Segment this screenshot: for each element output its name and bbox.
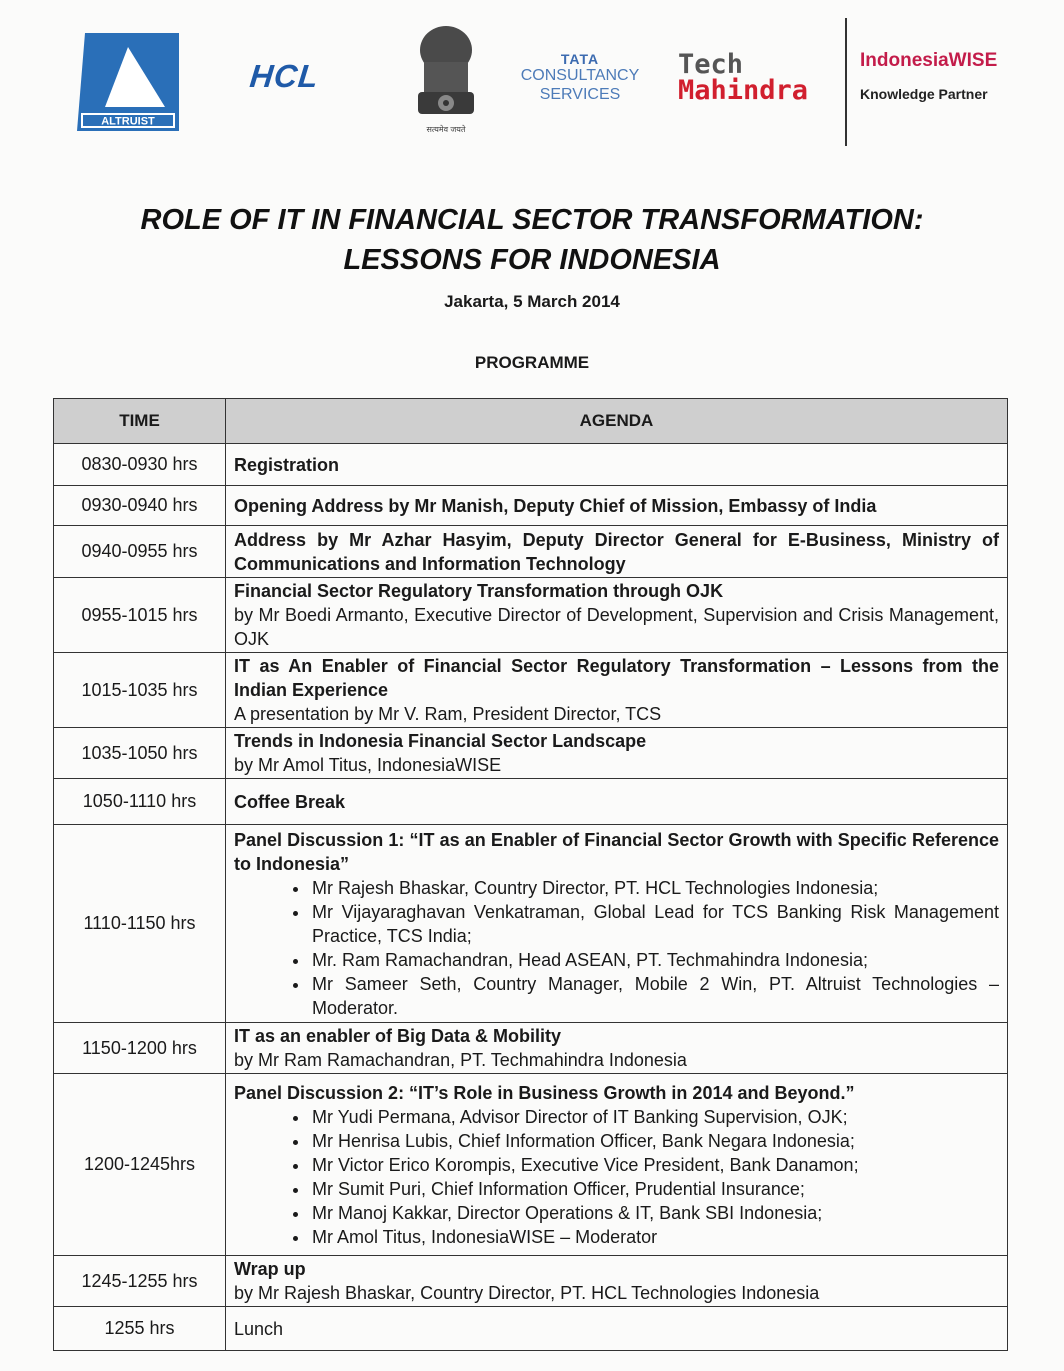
- agenda-time: 1110-1150 hrs: [54, 825, 226, 1023]
- agenda-item-title: Opening Address by Mr Manish, Deputy Chief of Mission, Embassy of India: [234, 495, 877, 516]
- agenda-item-speaker: by Mr Boedi Armanto, Executive Director of Development, Supervision and Crisis Management, OJK: [234, 605, 999, 649]
- agenda-time: 1050-1110 hrs: [54, 779, 226, 825]
- agenda-description: [226, 1074, 1008, 1256]
- agenda-time: 1035-1050 hrs: [54, 728, 226, 779]
- agenda-column-header: AGENDA: [226, 399, 1008, 444]
- agenda-description: [226, 1307, 1008, 1351]
- emblem-motto: सत्यमेव जयते: [426, 125, 466, 134]
- agenda-description: [226, 444, 1008, 486]
- agenda-item-speaker: A presentation by Mr V. Ram, President Director, TCS: [234, 704, 662, 724]
- hcl-logo: HCL: [248, 58, 321, 94]
- agenda-description: [226, 578, 1008, 653]
- agenda-description: [226, 779, 1008, 825]
- agenda-row: [54, 825, 1008, 1023]
- lion-capital-icon: [408, 22, 484, 122]
- tcs-logo-tata: TATA: [560, 51, 600, 67]
- agenda-time: 0830-0930 hrs: [54, 444, 226, 486]
- agenda-item-title: Address by Mr Azhar Hasyim, Deputy Director General for E-Business, Ministry of Communications and Information Technology: [234, 529, 999, 574]
- agenda-description: [226, 728, 1008, 779]
- tech-mahindra-logo-mahindra: Mahindra: [678, 75, 809, 106]
- agenda-row: [54, 1256, 1008, 1307]
- agenda-time: 0940-0955 hrs: [54, 526, 226, 578]
- panelist-item: • Mr Henrisa Lubis, Chief Information Officer, Bank Negara Indonesia;: [310, 1129, 999, 1153]
- agenda-time: 1150-1200 hrs: [54, 1023, 226, 1074]
- agenda-time: 1200-1245hrs: [54, 1074, 226, 1256]
- agenda-row: [54, 728, 1008, 779]
- panelist-item: • Mr Rajesh Bhaskar, Country Director, PT. HCL Technologies Indonesia;: [310, 876, 999, 900]
- panelist-list: [234, 1105, 999, 1249]
- agenda-description: [226, 825, 1008, 1023]
- agenda-row: [54, 444, 1008, 486]
- panelist-item: • Mr Vijayaraghavan Venkatraman, Global Lead for TCS Banking Risk Management Practice, TCS India;: [310, 900, 999, 948]
- agenda-description: [226, 1023, 1008, 1074]
- agenda-description: [226, 1256, 1008, 1307]
- agenda-row: [54, 653, 1008, 728]
- panelist-item: • Mr Sameer Seth, Country Manager, Mobile 2 Win, PT. Altruist Technologies – Moderator.: [310, 972, 999, 1020]
- agenda-item-speaker: by Mr Amol Titus, IndonesiaWISE: [234, 755, 502, 775]
- panelist-item: • Mr. Ram Ramachandran, Head ASEAN, PT. Techmahindra Indonesia;: [310, 948, 999, 972]
- agenda-time: 0955-1015 hrs: [54, 578, 226, 653]
- panelist-item: • Mr Sumit Puri, Chief Information Officer, Prudential Insurance;: [310, 1177, 999, 1201]
- agenda-time: 0930-0940 hrs: [54, 486, 226, 526]
- agenda-item-title: Coffee Break: [234, 791, 346, 812]
- agenda-item-speaker: by Mr Ram Ramachandran, PT. Techmahindra Indonesia: [234, 1050, 687, 1070]
- agenda-row: [54, 1023, 1008, 1074]
- tech-mahindra-logo: [678, 49, 809, 106]
- title-line-2: LESSONS FOR INDONESIA: [343, 244, 721, 276]
- agenda-item-title: IT as an enabler of Big Data & Mobility: [234, 1026, 562, 1046]
- agenda-item-speaker: by Mr Rajesh Bhaskar, Country Director, PT. HCL Technologies Indonesia: [234, 1283, 820, 1303]
- national-emblem-logo: [408, 22, 484, 138]
- title-line-1: ROLE OF IT IN FINANCIAL SECTOR TRANSFORMATION:: [140, 204, 924, 236]
- panelist-item: • Mr Amol Titus, IndonesiaWISE – Moderator: [310, 1225, 999, 1249]
- altruist-logo: [77, 33, 179, 131]
- indonesiawise-logo: [860, 50, 997, 102]
- agenda-time: 1255 hrs: [54, 1307, 226, 1351]
- agenda-table: [53, 398, 1008, 1351]
- time-column-header: TIME: [54, 399, 226, 444]
- agenda-description: [226, 526, 1008, 578]
- agenda-description: [226, 486, 1008, 526]
- agenda-row: [54, 526, 1008, 578]
- agenda-description: [226, 653, 1008, 728]
- knowledge-partner-label: Knowledge Partner: [860, 86, 988, 102]
- indonesiawise-name: IndonesiaWISE: [860, 50, 998, 71]
- tcs-logo-services: SERVICES: [539, 86, 621, 103]
- agenda-row: [54, 779, 1008, 825]
- tech-mahindra-logo-tech: Tech: [678, 49, 744, 80]
- agenda-time: 1245-1255 hrs: [54, 1256, 226, 1307]
- agenda-item-title: Registration: [234, 454, 340, 475]
- tcs-logo-consultancy: CONSULTANCY: [520, 67, 640, 84]
- agenda-header-row: [54, 399, 1008, 444]
- panelist-item: • Mr Victor Erico Korompis, Executive Vice President, Bank Danamon;: [310, 1153, 999, 1177]
- agenda-row: [54, 1307, 1008, 1351]
- agenda-item-title: Trends in Indonesia Financial Sector Landscape: [234, 731, 647, 751]
- altruist-logo-text: ALTRUIST: [101, 115, 155, 128]
- document-title: [0, 200, 1064, 280]
- sponsor-logos: [0, 0, 1064, 160]
- tcs-logo: [515, 52, 645, 104]
- logo-divider: [845, 18, 847, 146]
- agenda-item-title: Panel Discussion 1: “IT as an Enabler of Financial Sector Growth with Specific Reference to Indonesia”: [234, 829, 999, 874]
- agenda-item-title: Financial Sector Regulatory Transformation through OJK: [234, 581, 724, 601]
- panelist-item: • Mr Manoj Kakkar, Director Operations & IT, Bank SBI Indonesia;: [310, 1201, 999, 1225]
- agenda-time: 1015-1035 hrs: [54, 653, 226, 728]
- place-date: Jakarta, 5 March 2014: [444, 292, 620, 311]
- agenda-item-text: Lunch: [234, 1318, 284, 1339]
- agenda-item-title: IT as An Enabler of Financial Sector Regulatory Transformation – Lessons from the Indian Experience: [234, 656, 999, 700]
- panelist-list: [234, 876, 999, 1020]
- agenda-item-title: Wrap up: [234, 1259, 306, 1279]
- panelist-item: • Mr Yudi Permana, Advisor Director of IT Banking Supervision, OJK;: [310, 1105, 999, 1129]
- agenda-row: [54, 1074, 1008, 1256]
- agenda-body: [54, 444, 1008, 1351]
- agenda-row: [54, 578, 1008, 653]
- programme-heading: PROGRAMME: [474, 353, 590, 372]
- agenda-item-title: Panel Discussion 2: “IT’s Role in Business Growth in 2014 and Beyond.”: [234, 1082, 855, 1103]
- agenda-row: [54, 486, 1008, 526]
